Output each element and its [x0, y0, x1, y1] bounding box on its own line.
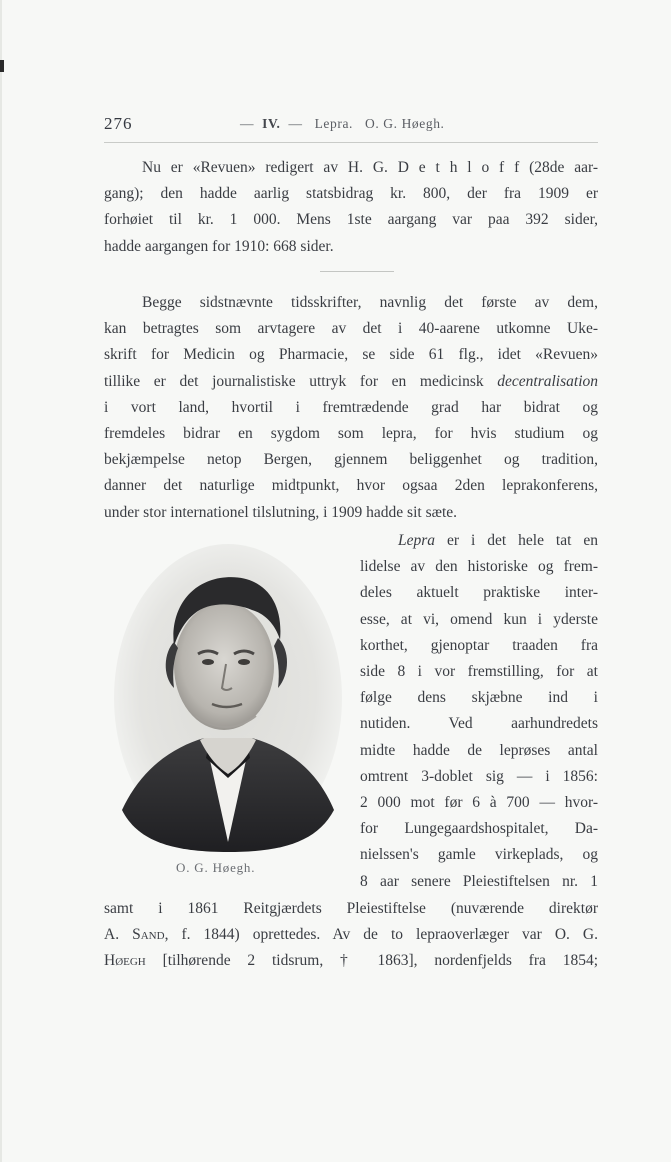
running-header — [104, 114, 598, 138]
text-segment: [tilhørende 2 tidsrum, † 1863], nordenfjelds fra 1854; — [145, 952, 598, 970]
text-line: fremdeles bidrar en sygdom som lepra, for hvis studium og — [104, 425, 598, 443]
text-line — [104, 922, 598, 948]
text-line: korthet, gjenoptar traaden fra — [360, 636, 598, 654]
running-head-title — [240, 116, 445, 132]
paragraph-tidsskrifter — [104, 290, 598, 526]
text-line: bekjæmpelse netop Bergen, gjennem beliggenhet og tradition, — [104, 451, 598, 469]
header-dash-1: — — [240, 116, 255, 131]
text-line: nielssen's gamle virkeplads, og — [360, 846, 598, 864]
text-segment: , f. 1844) oprettedes. Av de to lepraoverlæger var O. G. — [164, 926, 598, 944]
portrait-photo — [112, 542, 344, 854]
text-line: kan betragtes som arvtagere av det i 40-aarene utkomne Uke- — [104, 320, 598, 338]
text-line: 8 aar senere Pleiestiftelsen nr. 1 — [360, 872, 598, 890]
section-title: Lepra. — [314, 116, 354, 131]
person-name-sand: Sand — [132, 926, 165, 944]
portrait-caption: O. G. Høegh. — [176, 860, 256, 875]
text-line: danner det naturlige midtpunkt, hvor ogsaa 2den leprakonferens, — [104, 477, 598, 495]
paragraph-pleiestiftelse — [104, 896, 598, 975]
text-line: side 8 i vor fremstilling, for at — [360, 663, 598, 681]
binding-mark — [0, 60, 4, 72]
text-line — [104, 948, 598, 974]
text-line: Nu er «Revuen» redigert av H. G. D e t h l o f f (28de aar- — [142, 159, 598, 176]
italic-term: Lepra — [398, 532, 436, 549]
text-line: 2 000 mot før 6 à 700 — hvor- — [360, 794, 598, 812]
page-edge — [0, 0, 2, 1162]
header-rule — [104, 142, 598, 143]
text-line — [104, 369, 598, 395]
text-line: forhøiet til kr. 1 000. Mens 1ste aargang var paa 392 sider, — [104, 211, 598, 229]
text-line: esse, at vi, omend kun i yderste — [360, 610, 598, 628]
text-line: skrift for Medicin og Pharmacie, se side 61 flg., idet «Revuen» — [104, 346, 598, 364]
italic-term: decentralisation — [497, 372, 599, 390]
page-number: 276 — [104, 114, 133, 133]
paragraph-revuen — [104, 155, 598, 260]
header-dash-2: — — [288, 116, 303, 131]
portrait-engraving — [112, 542, 344, 854]
section-divider — [320, 271, 394, 272]
author-name: O. G. Høegh. — [364, 116, 445, 131]
text-line: i vort land, hvortil i fremtrædende grad har bidrat og — [104, 398, 598, 416]
person-name-hoegh: Høegh — [104, 952, 146, 970]
text-line: samt i 1861 Reitgjærdets Pleiestiftelse (nuværende direktør — [104, 900, 598, 917]
text-segment: tillike er det journalistiske uttryk for en medicinsk — [104, 372, 484, 390]
text-line: omtrent 3-doblet sig — i 1856: — [360, 767, 598, 785]
text-line: deles aktuelt praktiske inter- — [360, 584, 598, 602]
text-line — [360, 528, 598, 554]
text-line: Begge sidstnævnte tidsskrifter, navnlig det første av dem, — [142, 294, 598, 311]
text-line: hadde aargangen for 1910: 668 sider. — [104, 237, 334, 255]
text-line: følge dens skjæbne ind i — [360, 689, 598, 707]
chapter-number: IV. — [262, 116, 281, 131]
text-line: for Lungegaardshospitalet, Da- — [360, 820, 598, 838]
text-line: lidelse av den historiske og frem- — [360, 558, 598, 576]
text-line: gang); den hadde aarlig statsbidrag kr. 800, der fra 1909 er — [104, 185, 598, 203]
text-line: midte hadde de leprøses antal — [360, 741, 598, 759]
text-segment: er i det hele tat en — [447, 532, 598, 549]
text-line: nutiden. Ved aarhundredets — [360, 715, 598, 733]
text-segment: A. — [104, 926, 120, 944]
text-line: under stor internationel tilslutning, i 1909 hadde sit sæte. — [104, 503, 458, 521]
paragraph-lepra — [360, 528, 598, 895]
